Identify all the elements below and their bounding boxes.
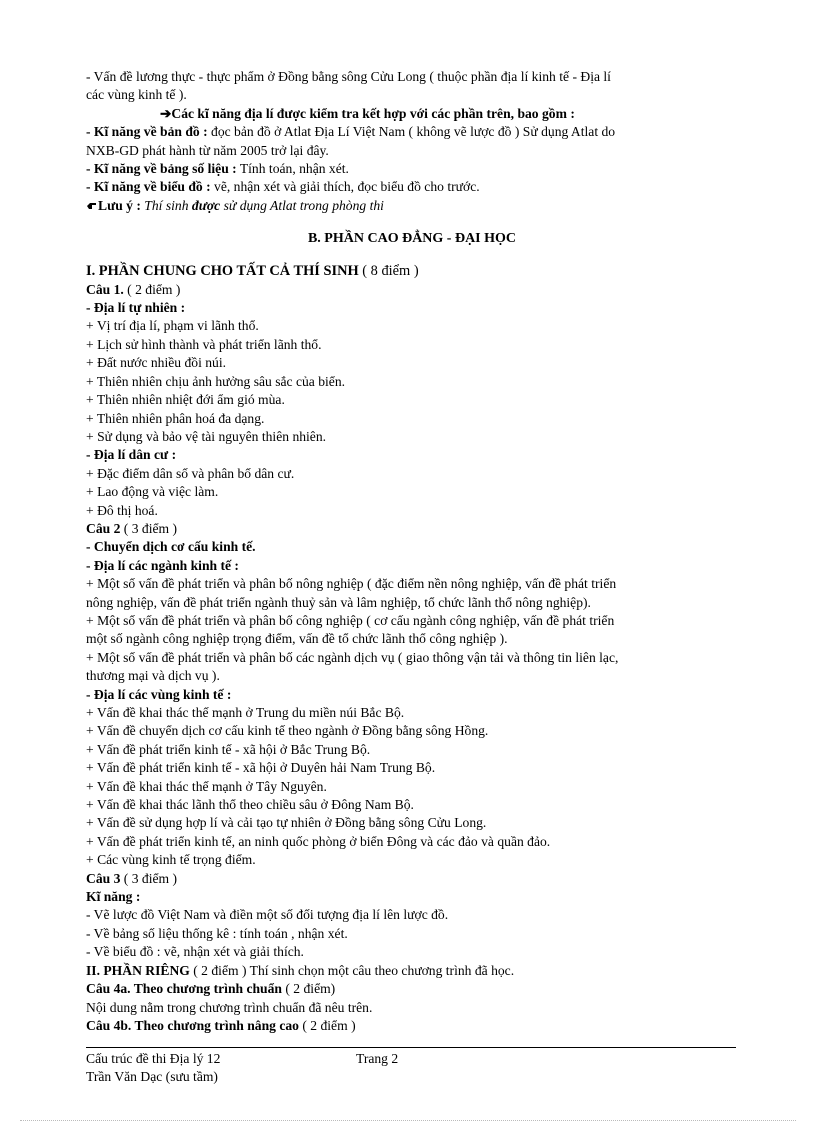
list-item: + Vấn đề khai thác thế mạnh ở Trung du miền núi Bắc Bộ.	[86, 705, 405, 720]
list-item: + Vấn đề khai thác thế mạnh ở Tây Nguyên.	[86, 778, 327, 794]
hand-pointer-icon	[86, 199, 98, 211]
footer-doc-title: Cấu trúc đề thi Địa lý 12	[86, 1051, 221, 1066]
skill-chart-text: vẽ, nhận xét và giải thích, đọc biểu đồ cho trước.	[210, 179, 480, 195]
list-item: + Thiên nhiên phân hoá đa dạng.	[86, 410, 265, 426]
skill-map-line	[86, 123, 738, 141]
page-footer	[86, 1050, 399, 1086]
skill-map-text: đọc bản đồ ở Atlat Địa Lí Việt Nam ( không vẽ lược đồ ) Sử dụng Atlat do	[207, 124, 616, 140]
q4a-points: ( 2 điểm)	[281, 981, 336, 997]
part1-title-line	[86, 262, 738, 280]
list-item: + Một số vấn đề phát triển và phân bố công nghiệp ( cơ cấu ngành công nghiệp, vấn đề phát triển	[86, 612, 615, 628]
skill-map-label: - Kĩ năng về bản đồ :	[86, 124, 208, 140]
note-label: Lưu ý :	[98, 197, 141, 213]
list-item: + Vấn đề chuyển dịch cơ cấu kinh tế theo ngành ở Đồng bằng sông Hồng.	[86, 723, 489, 739]
note-text-b: được	[191, 197, 221, 213]
intro-line-2: các vùng kinh tế ).	[86, 87, 187, 103]
skill-table-line	[86, 160, 738, 178]
list-item: một số ngành công nghiệp trọng điểm, vấn đề tổ chức lãnh thổ công nghiệp ).	[86, 631, 508, 647]
skill-map-line-2: NXB-GD phát hành từ năm 2005 trở lại đây.	[86, 142, 329, 158]
list-item: + Một số vấn đề phát triển và phân bố nông nghiệp ( đặc điểm nền nông nghiệp, vấn đề phát triển	[86, 576, 617, 592]
q4b-title: Câu 4b. Theo chương trình nâng cao	[86, 1017, 299, 1033]
q1-nature-heading: - Địa lí tự nhiên :	[86, 300, 186, 316]
list-item: + Vấn đề khai thác lãnh thổ theo chiều sâu ở Đông Nam Bộ.	[86, 797, 414, 813]
q2-regions-heading: - Địa lí các vùng kinh tế :	[86, 686, 232, 702]
q3-points: ( 3 điểm )	[120, 870, 178, 886]
list-item: + Vấn đề phát triển kinh tế - xã hội ở Duyên hải Nam Trung Bộ.	[86, 760, 436, 776]
q1-points: ( 2 điểm )	[123, 281, 181, 297]
q3-title-line	[86, 870, 738, 888]
list-item: + Các vùng kinh tế trọng điểm.	[86, 852, 256, 868]
skill-chart-line	[86, 178, 738, 196]
list-item: + Lịch sử hình thành và phát triển lãnh thổ.	[86, 336, 322, 352]
note-text-a: Thí sinh	[140, 197, 192, 213]
q3-skills-heading: Kĩ năng :	[86, 889, 141, 905]
q2-shift: - Chuyển dịch cơ cấu kinh tế.	[86, 539, 256, 555]
q4a-title: Câu 4a. Theo chương trình chuẩn	[86, 981, 282, 997]
list-item: thương mại và dịch vụ ).	[86, 668, 220, 684]
list-item: - Về bảng số liệu thống kê : tính toán , nhận xét.	[86, 925, 348, 941]
q2-points: ( 3 điểm )	[120, 520, 178, 536]
q4b-title-line	[86, 1017, 738, 1035]
q4a-text: Nội dung nằm trong chương trình chuẩn đã nêu trên.	[86, 999, 373, 1015]
list-item: + Một số vấn đề phát triển và phân bố các ngành dịch vụ ( giao thông vận tải và thông tin liên lạc,	[86, 649, 619, 665]
footer-author: Trần Văn Dạc (sưu tầm)	[86, 1069, 218, 1084]
footer-divider	[86, 1047, 736, 1048]
list-item: + Vị trí địa lí, phạm vi lãnh thổ.	[86, 318, 259, 334]
list-item: + Đô thị hoá.	[86, 502, 158, 518]
list-item: - Về biểu đồ : vẽ, nhận xét và giải thích.	[86, 944, 304, 960]
q3-title: Câu 3	[86, 870, 121, 886]
list-item: + Thiên nhiên chịu ảnh hưởng sâu sắc của biển.	[86, 373, 346, 389]
footer-page-number: Trang 2	[356, 1051, 399, 1066]
q2-title: Câu 2	[86, 520, 121, 536]
skills-intro: ➔Các kĩ năng địa lí được kiểm tra kết hợp với các phần trên, bao gồm :	[160, 105, 575, 121]
skill-chart-label: - Kĩ năng về biểu đồ :	[86, 179, 211, 195]
note-text-c: sử dụng Atlat trong phòng thi	[220, 197, 384, 213]
list-item: + Vấn đề phát triển kinh tế, an ninh quốc phòng ở biển Đông và các đảo và quần đảo.	[86, 833, 551, 849]
page-bottom-border	[20, 1120, 796, 1121]
q4a-title-line	[86, 980, 738, 998]
q2-sectors-heading: - Địa lí các ngành kinh tế :	[86, 557, 239, 573]
part1-title: I. PHẦN CHUNG CHO TẤT CẢ THÍ SINH	[86, 263, 359, 280]
section-b-title: B. PHẦN CAO ĐẲNG - ĐẠI HỌC	[307, 231, 517, 247]
list-item: + Lao động và việc làm.	[86, 484, 219, 500]
list-item: + Đặc điểm dân số và phân bố dân cư.	[86, 465, 295, 481]
document-page	[86, 68, 738, 1035]
note-line	[86, 197, 738, 215]
list-item: - Vẽ lược đồ Việt Nam và điền một số đối tượng địa lí lên lược đồ.	[86, 907, 449, 923]
part2-title: II. PHẦN RIÊNG	[86, 962, 190, 978]
q1-title-line	[86, 281, 738, 299]
part1-points: ( 8 điểm )	[358, 263, 419, 280]
intro-line-1: - Vấn đề lương thực - thực phẩm ở Đồng bằng sông Cửu Long ( thuộc phần địa lí kinh tế - Địa lí	[86, 69, 611, 84]
skill-table-label: - Kĩ năng về bảng số liệu :	[86, 161, 237, 177]
list-item: + Đất nước nhiều đồi núi.	[86, 355, 227, 371]
list-item: nông nghiệp, vấn đề phát triển ngành thuỷ sản và lâm nghiệp, tổ chức lãnh thổ nông nghiệp).	[86, 594, 591, 610]
skill-table-text: Tính toán, nhận xét.	[236, 161, 349, 177]
list-item: + Sử dụng và bảo vệ tài nguyên thiên nhiên.	[86, 428, 327, 444]
q1-pop-heading: - Địa lí dân cư :	[86, 447, 177, 463]
part2-title-line	[86, 962, 738, 980]
q1-title: Câu 1.	[86, 281, 124, 297]
part2-rest: ( 2 điểm ) Thí sinh chọn một câu theo chương trình đã học.	[189, 962, 515, 978]
q2-title-line	[86, 520, 738, 538]
list-item: + Vấn đề sử dụng hợp lí và cải tạo tự nhiên ở Đồng bằng sông Cửu Long.	[86, 815, 487, 831]
list-item: + Thiên nhiên nhiệt đới ẩm gió mùa.	[86, 392, 285, 408]
q4b-points: ( 2 điểm )	[298, 1017, 356, 1033]
list-item: + Vấn đề phát triển kinh tế - xã hội ở Bắc Trung Bộ.	[86, 741, 371, 757]
